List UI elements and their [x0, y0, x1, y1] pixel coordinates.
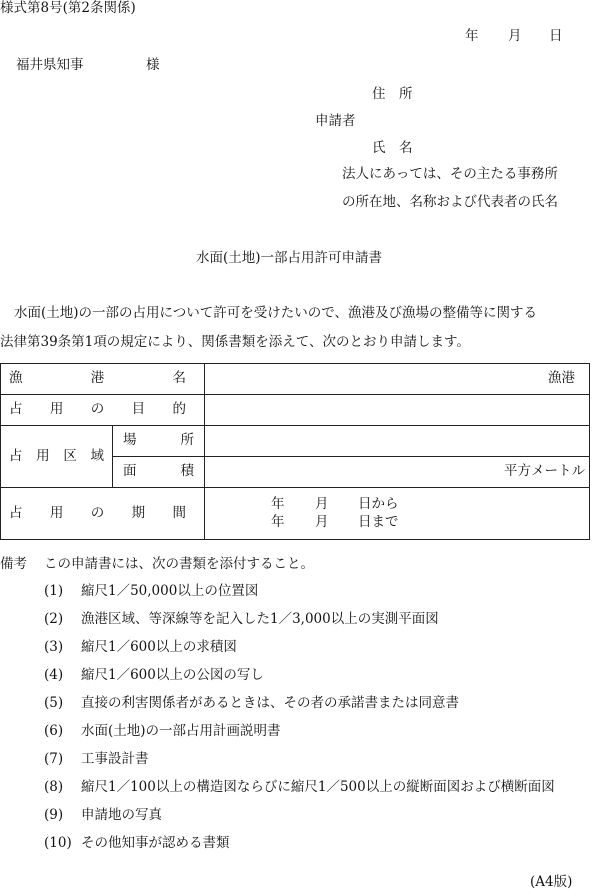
period-field[interactable]	[205, 488, 590, 540]
location-field[interactable]	[205, 426, 590, 457]
application-form-table	[0, 363, 590, 540]
list-item: (9) 申請地の写真	[44, 807, 162, 823]
port-name-label: 漁 港 名	[1, 364, 205, 395]
addressee: 福井県知事	[16, 57, 84, 73]
list-item: (4) 縮尺1／600以上の公図の写し	[44, 667, 264, 683]
form-number: 様式第8号(第2条関係)	[0, 0, 136, 16]
list-item: (1) 縮尺1／50,000以上の位置図	[44, 583, 259, 599]
list-item: (3) 縮尺1／600以上の求積図	[44, 639, 237, 655]
table-row	[1, 364, 590, 395]
notes-intro: この申請書には、次の書類を添付すること。	[44, 556, 314, 572]
notes-label: 備考	[0, 556, 27, 572]
occupancy-area-label: 占 用 区 域	[1, 426, 113, 488]
paper-size-note: (A4版)	[530, 874, 573, 890]
applicant-label: 申請者	[315, 113, 356, 129]
date-month-label: 月	[508, 28, 522, 44]
period-label: 占 用 の 期 間	[1, 488, 205, 540]
document-title: 水面(土地)一部占用許可申請書	[196, 250, 383, 266]
purpose-label: 占 用 の 目 的	[1, 395, 205, 426]
list-item: (6) 水面(土地)の一部占用計画説明書	[44, 723, 281, 739]
body-text-line2: 法律第39条第1項の規定により、関係書類を添えて、次のとおり申請します。	[0, 334, 470, 350]
date-year-label: 年	[465, 28, 479, 44]
body-text-line1: 水面(土地)の一部の占用について許可を受けたいので、漁港及び漁場の整備等に関する	[14, 305, 537, 321]
address-label: 住 所	[372, 86, 413, 102]
area-size-field[interactable]: 平方メートル	[205, 457, 590, 488]
list-item: (2) 漁港区域、等深線等を記入した1／3,000以上の実測平面図	[44, 611, 439, 627]
period-values: 年 月 日から 年 月 日まで	[271, 495, 399, 530]
list-item: (8) 縮尺1／100以上の構造図ならびに縮尺1／500以上の縦断面図および横断面図	[44, 779, 555, 795]
corporation-note-line1: 法人にあっては、その主たる事務所	[342, 166, 558, 182]
purpose-field[interactable]	[205, 395, 590, 426]
corporation-note-line2: の所在地、名称および代表者の氏名	[342, 194, 558, 210]
list-item: (10) その他知事が認める書類	[44, 835, 230, 851]
name-label: 氏 名	[372, 140, 413, 156]
area-size-label: 面 積	[113, 457, 205, 488]
list-item: (7) 工事設計書	[44, 751, 149, 767]
date-day-label: 日	[549, 28, 563, 44]
table-row	[1, 488, 590, 540]
location-label: 場 所	[113, 426, 205, 457]
port-name-field[interactable]: 漁港	[205, 364, 590, 395]
table-row	[1, 426, 590, 457]
table-row	[1, 395, 590, 426]
list-item: (5) 直接の利害関係者があるときは、その者の承諾書または同意書	[44, 695, 459, 711]
addressee-honorific: 様	[146, 57, 160, 73]
